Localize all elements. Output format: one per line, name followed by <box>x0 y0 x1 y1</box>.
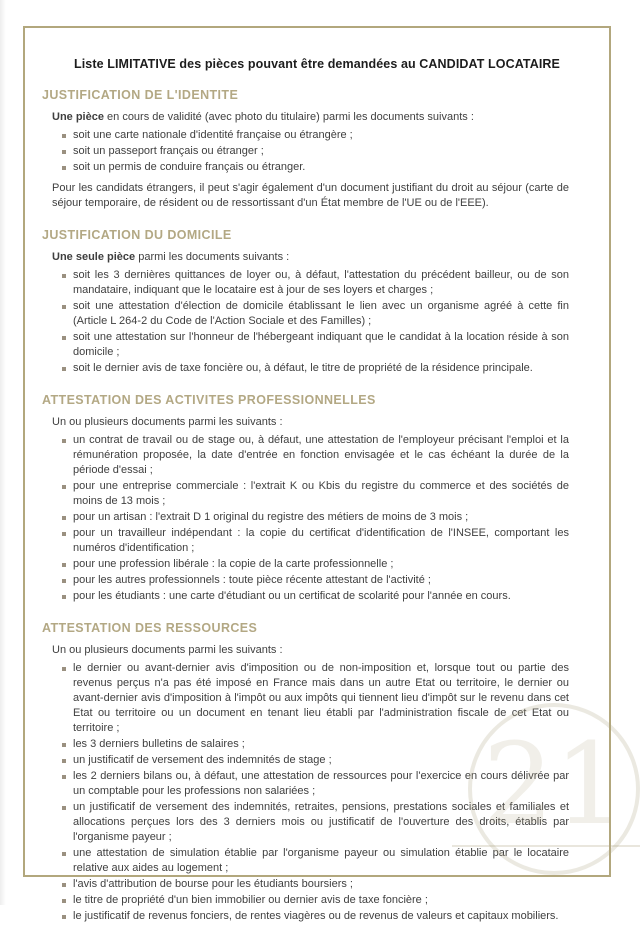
bullet-square-icon <box>62 775 66 779</box>
list-item-text: l'avis d'attribution de bourse pour les étudiants boursiers ; <box>73 878 353 890</box>
section-heading-identite: JUSTIFICATION DE L'IDENTITE <box>42 88 239 102</box>
bullet-square-icon <box>62 439 66 443</box>
watermark-underline <box>452 845 640 847</box>
list-item <box>62 268 569 298</box>
section-heading-activites: ATTESTATION DES ACTIVITES PROFESSIONNELLES <box>42 393 376 407</box>
bullet-square-icon <box>62 759 66 763</box>
list-item <box>62 589 569 604</box>
intro-bold-text: Une pièce <box>52 111 104 123</box>
list-item <box>62 877 569 892</box>
century21-watermark <box>468 703 640 875</box>
list-item-text: pour un travailleur indépendant : la copie du certificat d'identification de l'INSEE, comportant les numéros d'identification ; <box>73 527 569 554</box>
list-item <box>62 909 569 924</box>
bullet-square-icon <box>62 367 66 371</box>
list-item-text: le titre de propriété d'un bien immobilier ou dernier avis de taxe foncière ; <box>73 894 428 906</box>
section-footer-identite: Pour les candidats étrangers, il peut s'agir également d'un document justifiant du droit au séjour (carte de séjour temporaire, de résident ou de ressortissant d'un État membre de l'UE ou de l'EEE). <box>52 182 569 209</box>
list-item <box>62 330 569 360</box>
intro-rest-text: en cours de validité (avec photo du titulaire) parmi les documents suivants : <box>103 111 474 123</box>
list-item-text: le dernier ou avant-dernier avis d'imposition ou de non-imposition et, lorsque tout ou partie des revenus perçus n'a pas été imposé en France mais dans un autre Etat ou territoire, le dernier ou avant-dernier avis d'imposition à l'impôt ou aux impôts qui tiennent lieu d'impôt sur le revenu dans cet Etat ou territoire ou un document en tenant lieu établi par l'administration fiscale de cet Etat ou territoire ; <box>73 662 569 734</box>
list-item-text: pour les étudiants : une carte d'étudiant ou un certificat de scolarité pour l'année en cours. <box>73 590 511 602</box>
bullet-square-icon <box>62 852 66 856</box>
list-item-text: soit une attestation d'élection de domicile établissant le lien avec un organisme agréé à cette fin (Article L 264-2 du Code de l'Action Sociale et des Familles) ; <box>73 300 569 327</box>
bullet-square-icon <box>62 485 66 489</box>
section-heading-domicile: JUSTIFICATION DU DOMICILE <box>42 228 232 242</box>
item-list-identite <box>62 128 569 175</box>
section-intro-domicile <box>52 250 569 265</box>
list-item <box>62 433 569 478</box>
bullet-square-icon <box>62 595 66 599</box>
bullet-square-icon <box>62 743 66 747</box>
intro-bold-text: Une seule pièce <box>52 251 136 263</box>
intro-rest-text: parmi les documents suivants : <box>135 251 290 263</box>
list-item-text: soit les 3 dernières quittances de loyer ou, à défaut, l'attestation du précédent bailleur, ou de son mandataire, indiquant que le locataire est à jour de ses loyers et charges ; <box>73 269 569 296</box>
bullet-square-icon <box>62 806 66 810</box>
list-item-text: soit un passeport français ou étranger ; <box>73 145 264 157</box>
section-heading-ressources: ATTESTATION DES RESSOURCES <box>42 621 258 635</box>
list-item <box>62 479 569 509</box>
list-item-text: un justificatif de versement des indemnités, retraites, pensions, prestations sociales et familiales et allocations perçues lors des 3 derniers mois ou justificatif de l'ouverture des droits, établis par l'organisme payeur ; <box>73 801 569 843</box>
list-item-text: pour une entreprise commerciale : l'extrait K ou Kbis du registre du commerce et des sociétés de moins de 13 mois ; <box>73 480 569 507</box>
list-item-text: soit le dernier avis de taxe foncière ou, à défaut, le titre de propriété de la résidence principale. <box>73 362 533 374</box>
list-item <box>62 510 569 525</box>
bullet-square-icon <box>62 305 66 309</box>
bullet-square-icon <box>62 150 66 154</box>
bullet-square-icon <box>62 915 66 919</box>
list-item-text: pour une profession libérale : la copie de la carte professionnelle ; <box>73 558 394 570</box>
list-item <box>62 144 569 159</box>
list-item-text: pour les autres professionnels : toute pièce récente attestant de l'activité ; <box>73 574 431 586</box>
list-item <box>62 361 569 376</box>
intro-rest-text: Un ou plusieurs documents parmi les suivants : <box>52 644 283 656</box>
bullet-square-icon <box>62 336 66 340</box>
list-item <box>62 893 569 908</box>
list-item-text: un contrat de travail ou de stage ou, à défaut, une attestation de l'employeur précisant l'emploi et la rémunération proposée, la date d'entrée en fonction envisagée et le cas échéant la durée de la période d'essai ; <box>73 434 569 476</box>
list-item <box>62 160 569 175</box>
section-intro-activites <box>52 415 569 430</box>
section-intro-ressources <box>52 643 569 658</box>
document-title: Liste LIMITATIVE des pièces pouvant être demandées au CANDIDAT LOCATAIRE <box>74 57 560 71</box>
item-list-activites <box>62 433 569 604</box>
bullet-square-icon <box>62 532 66 536</box>
bullet-square-icon <box>62 166 66 170</box>
list-item-text: le justificatif de revenus fonciers, de rentes viagères ou de revenus de valeurs et capitaux mobiliers. <box>73 910 559 922</box>
list-item-text: un justificatif de versement des indemnités de stage ; <box>73 754 332 766</box>
list-item-text: les 3 derniers bulletins de salaires ; <box>73 738 245 750</box>
list-item <box>62 128 569 143</box>
bullet-square-icon <box>62 274 66 278</box>
bullet-square-icon <box>62 899 66 903</box>
intro-rest-text: Un ou plusieurs documents parmi les suivants : <box>52 416 283 428</box>
list-item-text: pour un artisan : l'extrait D 1 original du registre des métiers de moins de 3 mois ; <box>73 511 469 523</box>
bullet-square-icon <box>62 883 66 887</box>
list-item-text: soit une carte nationale d'identité française ou étrangère ; <box>73 129 353 141</box>
list-item <box>62 299 569 329</box>
item-list-domicile <box>62 268 569 376</box>
list-item-text: les 2 derniers bilans ou, à défaut, une attestation de ressources pour l'exercice en cours délivrée par un comptable pour les professions non salariées ; <box>73 770 569 797</box>
list-item <box>62 526 569 556</box>
bullet-square-icon <box>62 134 66 138</box>
scan-edge-shadow <box>0 0 6 905</box>
list-item <box>62 557 569 572</box>
section-intro-identite <box>52 110 569 125</box>
bullet-square-icon <box>62 667 66 671</box>
list-item-text: soit un permis de conduire français ou étranger. <box>73 161 306 173</box>
list-item-text: soit une attestation sur l'honneur de l'hébergeant indiquant que le candidat à la location réside à son domicile ; <box>73 331 569 358</box>
watermark-number: 21 <box>482 720 626 850</box>
bullet-square-icon <box>62 579 66 583</box>
list-item-text: une attestation de simulation établie par l'organisme payeur ou simulation établie par le locataire relative aux aides au logement ; <box>73 847 569 874</box>
bullet-square-icon <box>62 563 66 567</box>
list-item <box>62 573 569 588</box>
bullet-square-icon <box>62 516 66 520</box>
